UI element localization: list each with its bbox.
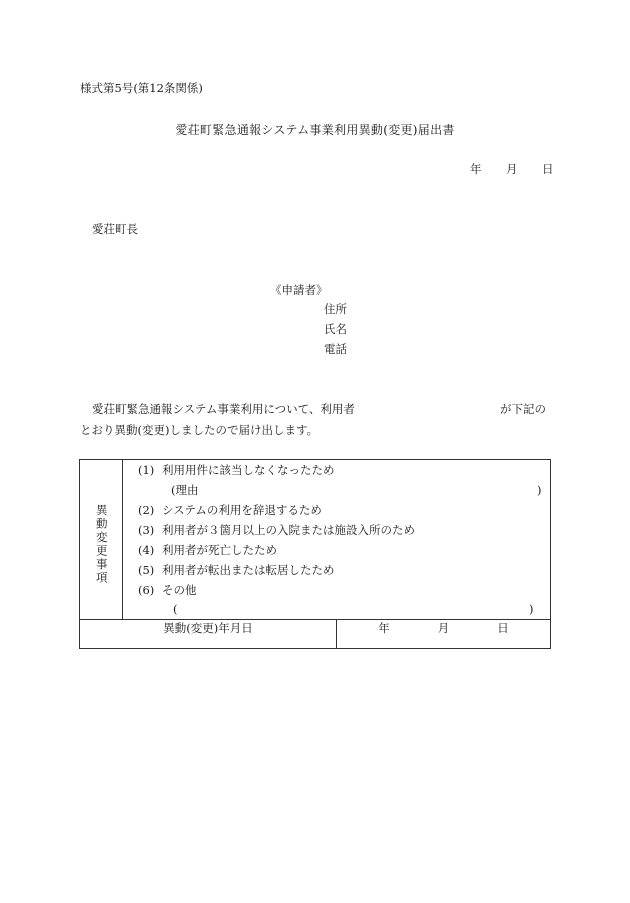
document-title: 愛荘町緊急通報システム事業利用異動(変更)届出書 — [175, 123, 455, 137]
item-number: (3) — [138, 523, 155, 537]
list-item — [138, 505, 322, 517]
other-close-paren: ) — [529, 602, 534, 616]
form-number: 様式第5号(第12条関係) — [80, 81, 203, 95]
body-text-line2: とおり異動(変更)しましたので届け出します。 — [80, 423, 319, 437]
body-text-line1-start: 愛荘町緊急通報システム事業利用について、利用者 — [92, 402, 355, 416]
body-text-line1-end: が下記の — [500, 402, 546, 416]
item-number: (2) — [138, 503, 155, 517]
item-text: 利用者が３箇月以上の入院または施設入所のため — [162, 523, 415, 537]
reason-close-paren: ) — [537, 483, 542, 497]
item-text: その他 — [162, 583, 197, 597]
item-text: 利用者が死亡したため — [162, 543, 277, 557]
addressee: 愛荘町長 — [92, 222, 138, 236]
change-date-day: 日 — [497, 621, 509, 635]
change-date-row — [80, 620, 551, 649]
change-date-label: 異動(変更)年月日 — [163, 621, 253, 635]
other-open-paren: ( — [173, 602, 178, 616]
applicant-heading: 《申請者》 — [270, 283, 328, 297]
item-text: 利用者が転出または転居したため — [162, 563, 335, 577]
reason-open-paren: (理由 — [171, 483, 199, 497]
date-month-label: 月 — [506, 162, 518, 176]
item-number: (4) — [138, 543, 155, 557]
list-item — [138, 585, 197, 597]
list-item — [138, 525, 415, 537]
items-cell — [123, 460, 551, 620]
applicant-address-label: 住所 — [324, 302, 347, 316]
side-label-cell — [80, 460, 123, 620]
list-item — [138, 565, 335, 577]
applicant-name-label: 氏名 — [324, 322, 347, 336]
change-items-row — [80, 460, 551, 620]
item-text: システムの利用を辞退するため — [162, 503, 322, 517]
applicant-phone-label: 電話 — [324, 342, 347, 356]
change-details-table — [79, 459, 551, 649]
item-number: (5) — [138, 563, 155, 577]
list-item — [138, 545, 277, 557]
date-day-label: 日 — [542, 162, 554, 176]
change-date-value-cell — [337, 620, 551, 649]
item-number: (1) — [138, 463, 155, 477]
date-year-label: 年 — [470, 162, 482, 176]
list-item — [138, 465, 335, 477]
item-number: (6) — [138, 583, 155, 597]
item-text: 利用用件に該当しなくなったため — [162, 463, 335, 477]
change-date-month: 月 — [437, 621, 450, 635]
change-items-list — [123, 460, 550, 619]
side-label: 異動変更事項 — [94, 504, 109, 585]
change-date-year: 年 — [378, 621, 390, 635]
change-date-label-cell — [80, 620, 337, 649]
